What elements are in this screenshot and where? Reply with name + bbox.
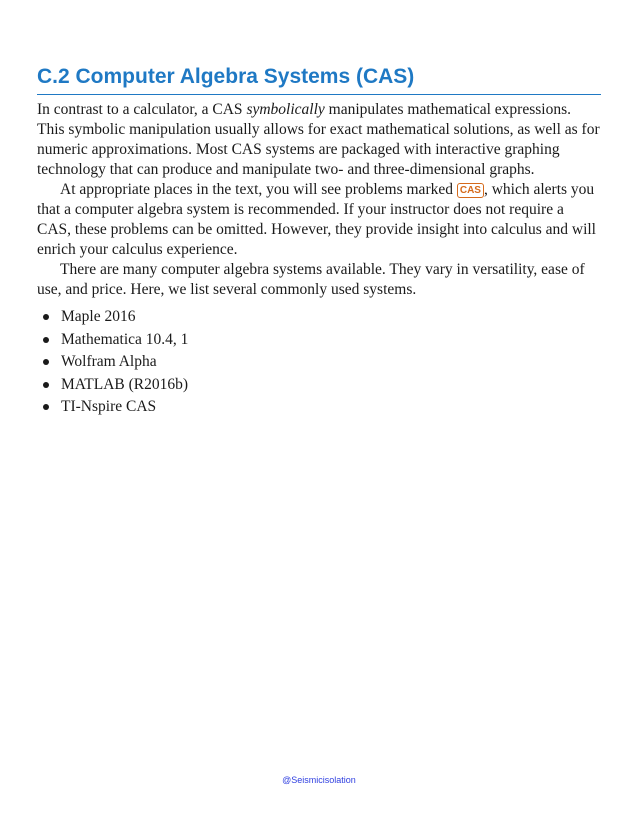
list-item: [37, 374, 601, 397]
section-heading: C.2 Computer Algebra Systems (CAS): [37, 64, 601, 95]
systems-intro-paragraph: There are many computer algebra systems available. They vary in versatility, ease of use, and price. Here, we list several commonly used systems.: [37, 261, 585, 298]
cas-note-paragraph: [37, 180, 601, 260]
emphasis-symbolically: symbolically: [246, 101, 325, 118]
bullet-icon: [43, 382, 49, 388]
list-item: [37, 306, 601, 329]
cas-note-text-start: At appropriate places in the text, you will see problems marked: [60, 181, 457, 198]
cas-systems-list: [37, 306, 601, 419]
list-item-label: TI-Nspire CAS: [61, 398, 157, 415]
intro-text-start: In contrast to a calculator, a CAS: [37, 101, 247, 118]
watermark-text: @Seismicisolation: [282, 775, 356, 785]
document-page: [37, 64, 601, 419]
list-item-label: Maple 2016: [61, 308, 136, 325]
list-item: [37, 351, 601, 374]
bullet-icon: [43, 337, 49, 343]
list-item: [37, 396, 601, 419]
bullet-icon: [43, 404, 49, 410]
list-item-label: Wolfram Alpha: [61, 353, 157, 370]
list-item: [37, 329, 601, 352]
list-item-label: Mathematica 10.4, 1: [61, 330, 189, 348]
cas-note-text-end: , which alerts you that a computer algebra system is recommended. If your instructor does not require a CAS, these problems can be omitted. However, they provide insight into calculus and will enrich your calculus experience.: [37, 181, 596, 258]
bullet-icon: [43, 359, 49, 365]
intro-paragraph: [37, 100, 601, 180]
list-item-label: MATLAB (R2016b): [61, 375, 189, 393]
cas-badge-icon: CAS: [457, 183, 484, 198]
bullet-icon: [43, 314, 49, 320]
intro-text-end: manipulates mathematical expressions. This symbolic manipulation usually allows for exact mathematical solutions, as well as for numeric approximations. Most CAS systems are packaged with interactive graphing technology that can produce and manipulate two- and three-dimensional graphs.: [37, 101, 600, 178]
